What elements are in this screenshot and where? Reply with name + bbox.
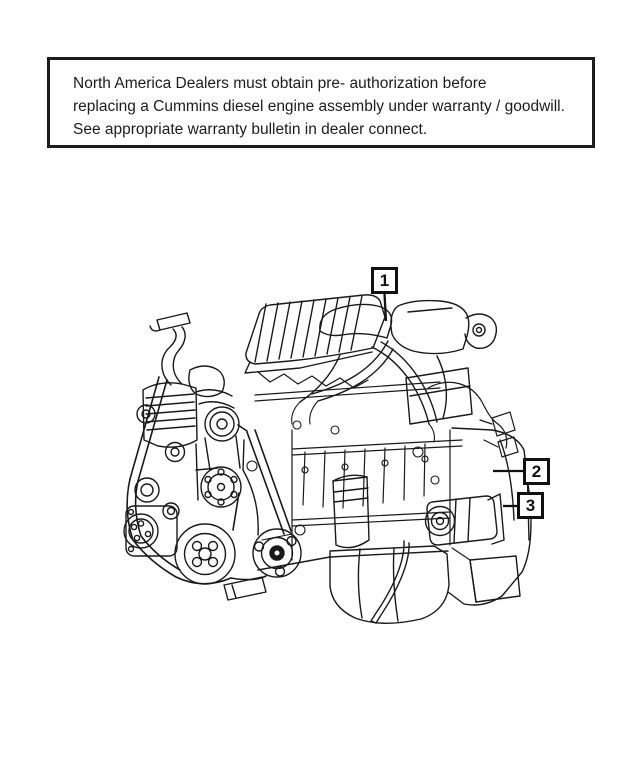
callout-2[interactable]	[523, 458, 550, 485]
top-covers	[320, 301, 497, 354]
alternator	[137, 383, 234, 447]
front-housing	[196, 440, 330, 600]
callout-2-label: 2	[531, 461, 542, 481]
water-pump-pulley	[201, 467, 241, 507]
idler-pulleys	[135, 443, 185, 520]
warranty-notice-line: See appropriate warranty bulletin in dealer connect.	[73, 121, 428, 138]
callout-1[interactable]	[371, 267, 398, 294]
warranty-notice-line: North America Dealers must obtain pre- authorization before	[73, 75, 487, 92]
leader-line-1	[385, 294, 387, 321]
oil-pan	[330, 546, 449, 623]
crankshaft-damper-pulley	[175, 524, 235, 584]
callout-1-label: 1	[379, 270, 390, 290]
intake-manifold	[406, 368, 472, 424]
callout-3[interactable]	[517, 492, 544, 519]
fan-hub-pulley	[205, 407, 240, 470]
callout-3-label: 3	[525, 495, 536, 515]
misc-details	[247, 401, 470, 560]
warranty-notice-line: replacing a Cummins diesel engine assembly under warranty / goodwill.	[73, 98, 565, 115]
leader-lines	[385, 294, 524, 506]
wiring-harness	[428, 382, 518, 457]
starter-motor	[426, 494, 505, 545]
